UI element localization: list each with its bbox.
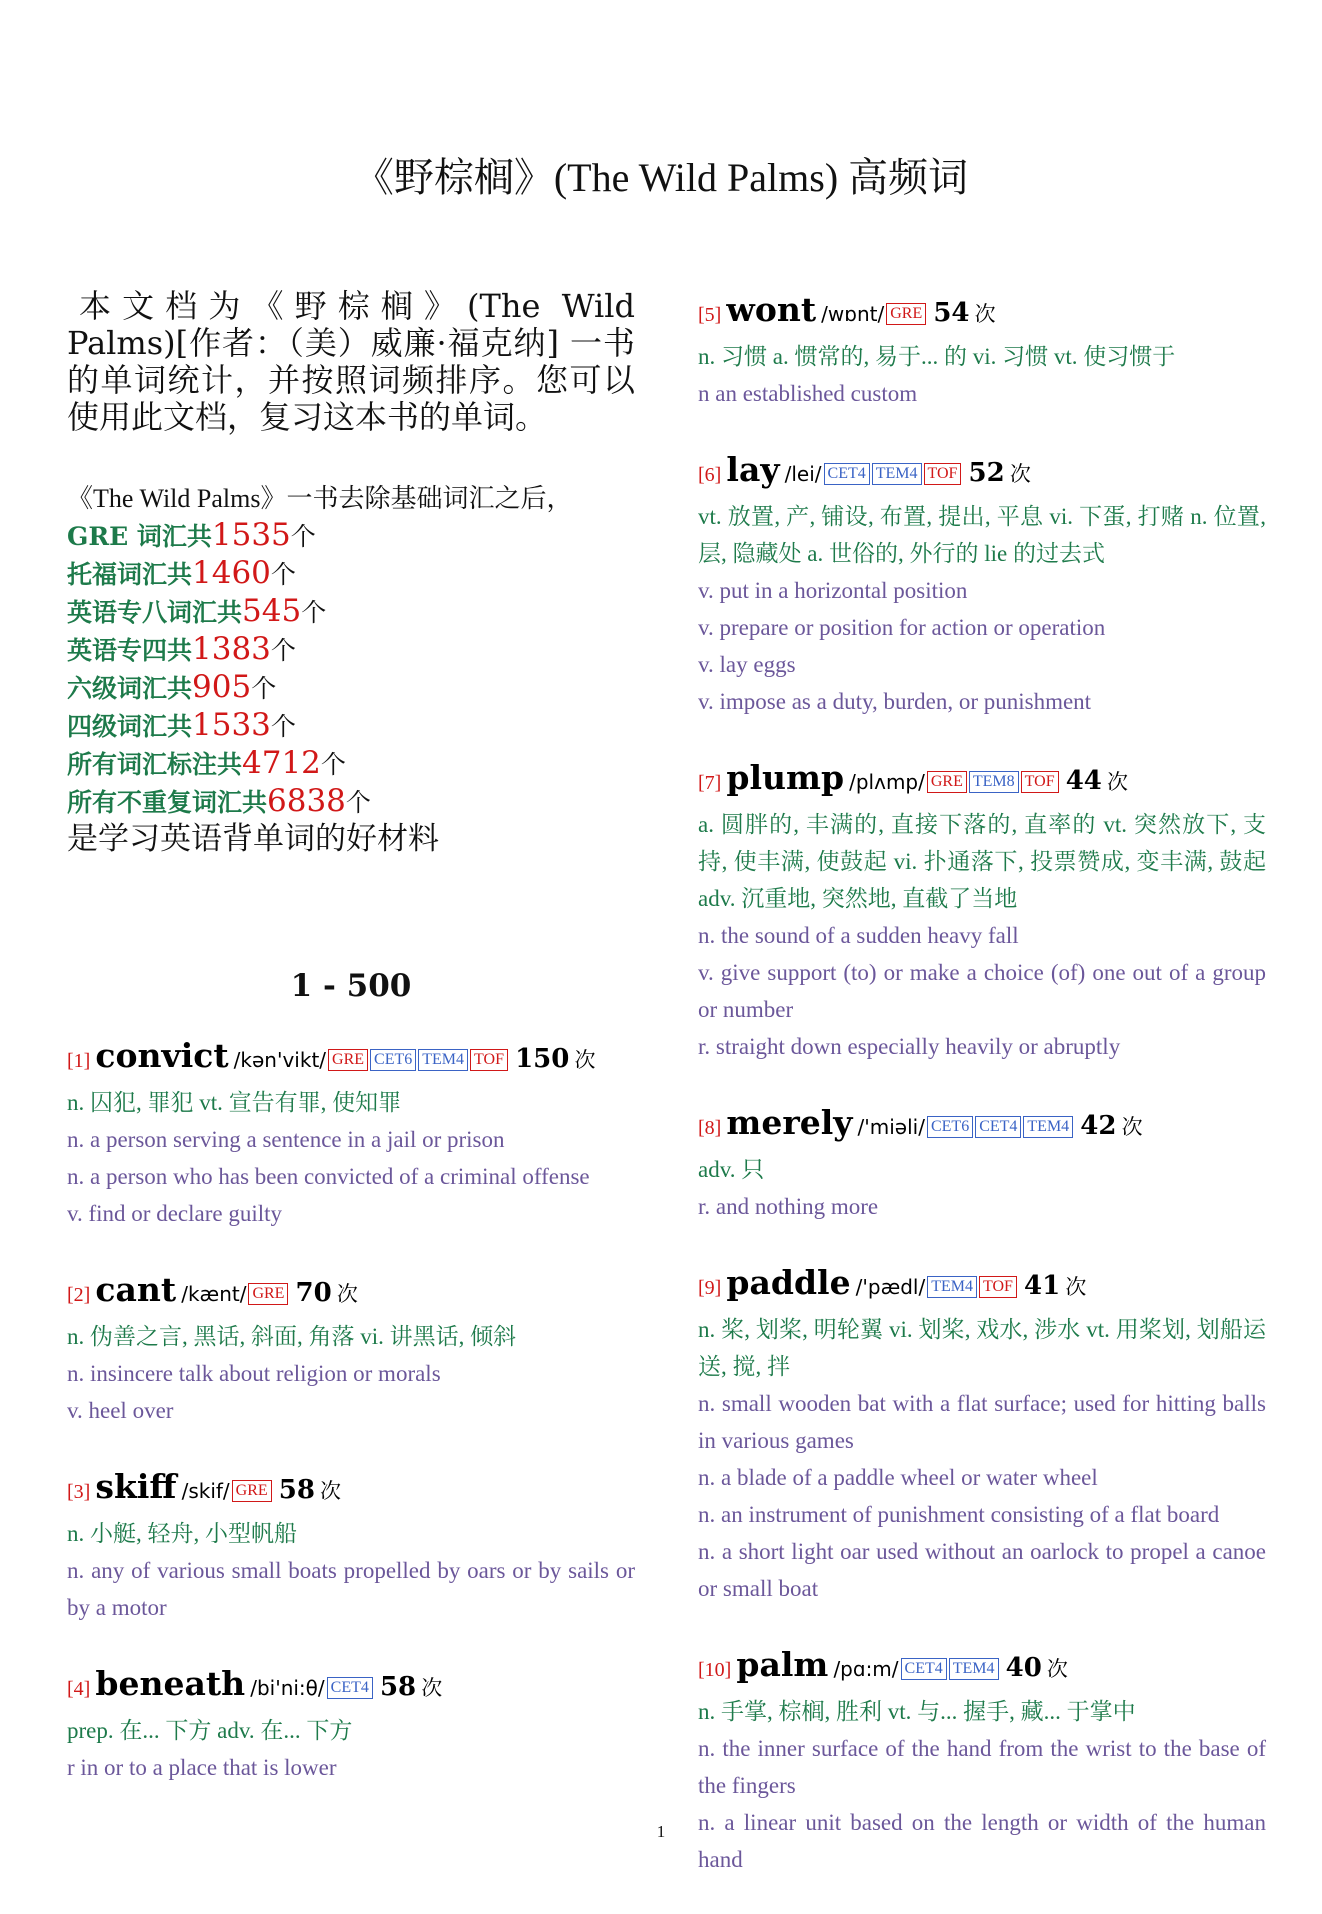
right-column: [698, 288, 1266, 1914]
word-entry: [67, 1034, 635, 1232]
stat-unit: 个: [301, 598, 327, 627]
chinese-definition: n. 囚犯, 罪犯 vt. 宣告有罪, 使知罪: [67, 1090, 402, 1115]
chinese-definition: n. 伪善之言, 黑话, 斜面, 角落 vi. 讲黑话, 倾斜: [67, 1324, 517, 1349]
frequency-count: 42: [1080, 1111, 1117, 1141]
frequency-count: 44: [1065, 766, 1102, 796]
level-tag: TEM8: [969, 771, 1019, 793]
stat-unit: 个: [270, 712, 296, 741]
entry-index: [8]: [698, 1117, 722, 1139]
phonetic: /plʌmp/: [849, 770, 925, 794]
level-tag: TEM4: [949, 1658, 999, 1680]
entry-header: [698, 1101, 1266, 1151]
stat-line: [67, 669, 635, 707]
stat-label: 六级词汇共: [67, 674, 193, 703]
level-tag: TOF: [1021, 771, 1059, 793]
headword: convict: [95, 1036, 229, 1075]
stat-number: 1460: [192, 555, 271, 591]
phonetic: /'pædl/: [855, 1275, 926, 1299]
count-suffix: 次: [974, 302, 996, 326]
word-entry: [698, 448, 1266, 720]
stat-unit: 个: [270, 636, 296, 665]
level-tag: TEM4: [418, 1049, 468, 1071]
english-definition: n. a person serving a sentence in a jail or prison: [67, 1127, 505, 1152]
entry-header: [67, 1034, 635, 1084]
chinese-definition: prep. 在... 下方 adv. 在... 下方: [67, 1718, 353, 1743]
stat-number: 545: [242, 593, 302, 629]
english-definition: n. the sound of a sudden heavy fall: [698, 923, 1019, 948]
english-definition: r. straight down especially heavily or abruptly: [698, 1034, 1121, 1059]
headword: wont: [726, 290, 817, 329]
stat-number: 1535: [211, 517, 291, 553]
level-tag: CET6: [370, 1049, 416, 1071]
range-heading: 1 - 500: [290, 968, 412, 1004]
english-definition: n. the inner surface of the hand from the wrist to the base of the fingers: [698, 1736, 1266, 1798]
english-definition: r in or to a place that is lower: [67, 1755, 337, 1780]
entry-header: [698, 756, 1266, 806]
level-tag: GRE: [328, 1049, 368, 1071]
entry-header: [698, 1643, 1266, 1693]
level-tag: GRE: [232, 1480, 272, 1502]
frequency-count: 52: [968, 458, 1005, 488]
chinese-definition: n. 桨, 划桨, 明轮翼 vi. 划桨, 戏水, 涉水 vt. 用桨划, 划船运送, 搅, 拌: [698, 1317, 1266, 1379]
word-entry: [67, 1268, 635, 1429]
stat-number: 4712: [242, 745, 321, 781]
phonetic: /'miəli/: [857, 1115, 925, 1139]
english-definition: v. impose as a duty, burden, or punishment: [698, 689, 1092, 714]
word-entry: [698, 1101, 1266, 1225]
stat-line: [67, 783, 635, 821]
stat-number: 905: [192, 669, 252, 705]
count-suffix: 次: [1121, 1115, 1143, 1139]
frequency-count: 70: [295, 1278, 332, 1308]
stat-line: [67, 517, 635, 555]
entries-left: [67, 1034, 635, 1786]
stat-unit: 个: [320, 750, 346, 779]
entry-index: [9]: [698, 1277, 722, 1299]
english-definition: n. small wooden bat with a flat surface; used for hitting balls in various games: [698, 1391, 1266, 1453]
frequency-count: 150: [515, 1044, 570, 1074]
english-definition: n. an instrument of punishment consisting of a flat board: [698, 1502, 1220, 1527]
page-title: 《野棕榈》(The Wild Palms) 高频词: [353, 155, 969, 200]
stat-line: [67, 555, 635, 593]
stat-label: 英语专八词汇共: [67, 598, 243, 627]
word-entry: [67, 1465, 635, 1626]
phonetic: /kən'vikt/: [233, 1048, 327, 1072]
stats-lines: [67, 517, 635, 821]
phonetic: /lei/: [784, 462, 822, 486]
count-suffix: 次: [320, 1479, 342, 1503]
stat-line: [67, 707, 635, 745]
stats-block: [67, 480, 635, 858]
chinese-definition: adv. 只: [698, 1157, 765, 1182]
word-entry: [698, 756, 1266, 1065]
level-tag: CET4: [975, 1116, 1021, 1138]
stat-line: [67, 745, 635, 783]
count-suffix: 次: [1009, 462, 1031, 486]
stat-unit: 个: [345, 788, 371, 817]
stat-label: 四级词汇共: [67, 712, 193, 741]
phonetic: /kænt/: [181, 1282, 247, 1306]
level-tag: TOF: [924, 463, 962, 485]
entry-header: [698, 1261, 1266, 1311]
headword: merely: [726, 1103, 853, 1142]
entry-index: [10]: [698, 1659, 732, 1681]
level-tag: GRE: [886, 303, 926, 325]
stat-line: [67, 631, 635, 669]
count-suffix: 次: [421, 1676, 443, 1700]
chinese-definition: a. 圆胖的, 丰满的, 直接下落的, 直率的 vt. 突然放下, 支持, 使丰满, 使鼓起 vi. 扑通落下, 投票赞成, 变丰满, 鼓起 adv. 沉重地, 突然地, 直截了当地: [698, 812, 1266, 911]
headword: cant: [95, 1270, 177, 1309]
level-tag: GRE: [248, 1283, 288, 1305]
entry-header: [67, 1465, 635, 1515]
stat-number: 6838: [267, 783, 346, 819]
frequency-count: 54: [933, 298, 970, 328]
entry-index: [6]: [698, 464, 722, 486]
stat-label: 英语专四共: [67, 636, 193, 665]
chinese-definition: n. 小艇, 轻舟, 小型帆船: [67, 1521, 297, 1546]
level-tag: CET4: [824, 463, 870, 485]
english-definition: v. heel over: [67, 1398, 174, 1423]
phonetic: /wɒnt/: [821, 302, 885, 326]
headword: lay: [726, 450, 780, 489]
level-tag: TOF: [979, 1276, 1017, 1298]
count-suffix: 次: [574, 1048, 596, 1072]
english-definition: v. put in a horizontal position: [698, 578, 968, 603]
level-tag: TEM4: [872, 463, 922, 485]
entry-index: [2]: [67, 1284, 91, 1306]
english-definition: r. and nothing more: [698, 1194, 879, 1219]
english-definition: n. a person who has been convicted of a criminal offense: [67, 1164, 590, 1189]
english-definition: n. a linear unit based on the length or width of the human hand: [698, 1810, 1266, 1872]
stat-unit: 个: [270, 560, 296, 589]
english-definition: v. prepare or position for action or operation: [698, 615, 1106, 640]
word-entry: [698, 288, 1266, 412]
english-definition: v. give support (to) or make a choice (of) one out of a group or number: [698, 960, 1266, 1022]
stat-label: 所有词汇标注共: [67, 750, 243, 779]
level-tag: GRE: [927, 771, 967, 793]
headword: paddle: [726, 1263, 851, 1302]
page-number: 1: [656, 1822, 666, 1841]
chinese-definition: vt. 放置, 产, 铺设, 布置, 提出, 平息 vi. 下蛋, 打赌 n. 位置, 层, 隐藏处 a. 世俗的, 外行的 lie 的过去式: [698, 504, 1266, 566]
entry-index: [5]: [698, 304, 722, 326]
headword: skiff: [95, 1467, 177, 1506]
headword: plump: [726, 758, 845, 797]
phonetic: /bi'ni:θ/: [250, 1676, 325, 1700]
english-definition: n. a short light oar used without an oarlock to propel a canoe or small boat: [698, 1539, 1266, 1601]
stat-number: 1533: [192, 707, 271, 743]
english-definition: v. find or declare guilty: [67, 1201, 283, 1226]
count-suffix: 次: [1046, 1657, 1068, 1681]
left-column: [67, 288, 635, 1822]
entry-index: [7]: [698, 772, 722, 794]
count-suffix: 次: [1106, 770, 1128, 794]
entry-header: [67, 1662, 635, 1712]
phonetic: /skif/: [181, 1479, 230, 1503]
word-entry: [698, 1643, 1266, 1878]
english-definition: n. insincere talk about religion or morals: [67, 1361, 441, 1386]
intro-paragraph: 本文档为《野棕榈》(The Wild Palms)[作者：（美）威廉·福克纳] 一书的单词统计，并按照词频排序。您可以使用此文档，复习这本书的单词。: [67, 287, 635, 436]
stats-lead: 《The Wild Palms》一书去除基础词汇之后，: [67, 484, 573, 513]
entry-header: [698, 288, 1266, 338]
stat-unit: 个: [251, 674, 277, 703]
frequency-count: 41: [1024, 1271, 1061, 1301]
word-entry: [67, 1662, 635, 1786]
entry-index: [3]: [67, 1481, 91, 1503]
stats-ending: 是学习英语背单词的好材料: [67, 821, 439, 857]
word-entry: [698, 1261, 1266, 1607]
count-suffix: 次: [1065, 1275, 1087, 1299]
stat-line: [67, 593, 635, 631]
count-suffix: 次: [336, 1282, 358, 1306]
frequency-count: 58: [278, 1475, 315, 1505]
level-tag: CET6: [927, 1116, 973, 1138]
level-tag: TOF: [470, 1049, 508, 1071]
entry-index: [1]: [67, 1050, 91, 1072]
entries-right: [698, 288, 1266, 1878]
stat-label: 托福词汇共: [67, 560, 193, 589]
headword: beneath: [95, 1664, 246, 1703]
chinese-definition: n. 手掌, 棕榈, 胜利 vt. 与... 握手, 藏... 于掌中: [698, 1699, 1136, 1724]
english-definition: n. any of various small boats propelled by oars or by sails or by a motor: [67, 1558, 635, 1620]
level-tag: TEM4: [927, 1276, 977, 1298]
level-tag: CET4: [901, 1658, 947, 1680]
chinese-definition: n. 习惯 a. 惯常的, 易于... 的 vi. 习惯 vt. 使习惯于: [698, 344, 1176, 369]
entry-header: [67, 1268, 635, 1318]
stat-unit: 个: [290, 522, 316, 551]
entry-header: [698, 448, 1266, 498]
frequency-count: 58: [379, 1672, 417, 1702]
phonetic: /pɑ:m/: [833, 1657, 899, 1681]
frequency-count: 40: [1005, 1653, 1042, 1683]
english-definition: n an established custom: [698, 381, 918, 406]
entry-index: [4]: [67, 1678, 91, 1700]
stat-number: 1383: [192, 631, 271, 667]
english-definition: n. a blade of a paddle wheel or water wheel: [698, 1465, 1098, 1490]
stat-label: GRE 词汇共: [67, 522, 212, 551]
headword: palm: [736, 1645, 829, 1684]
level-tag: CET4: [327, 1677, 373, 1699]
level-tag: TEM4: [1023, 1116, 1073, 1138]
stat-label: 所有不重复词汇共: [67, 788, 268, 817]
english-definition: v. lay eggs: [698, 652, 796, 677]
